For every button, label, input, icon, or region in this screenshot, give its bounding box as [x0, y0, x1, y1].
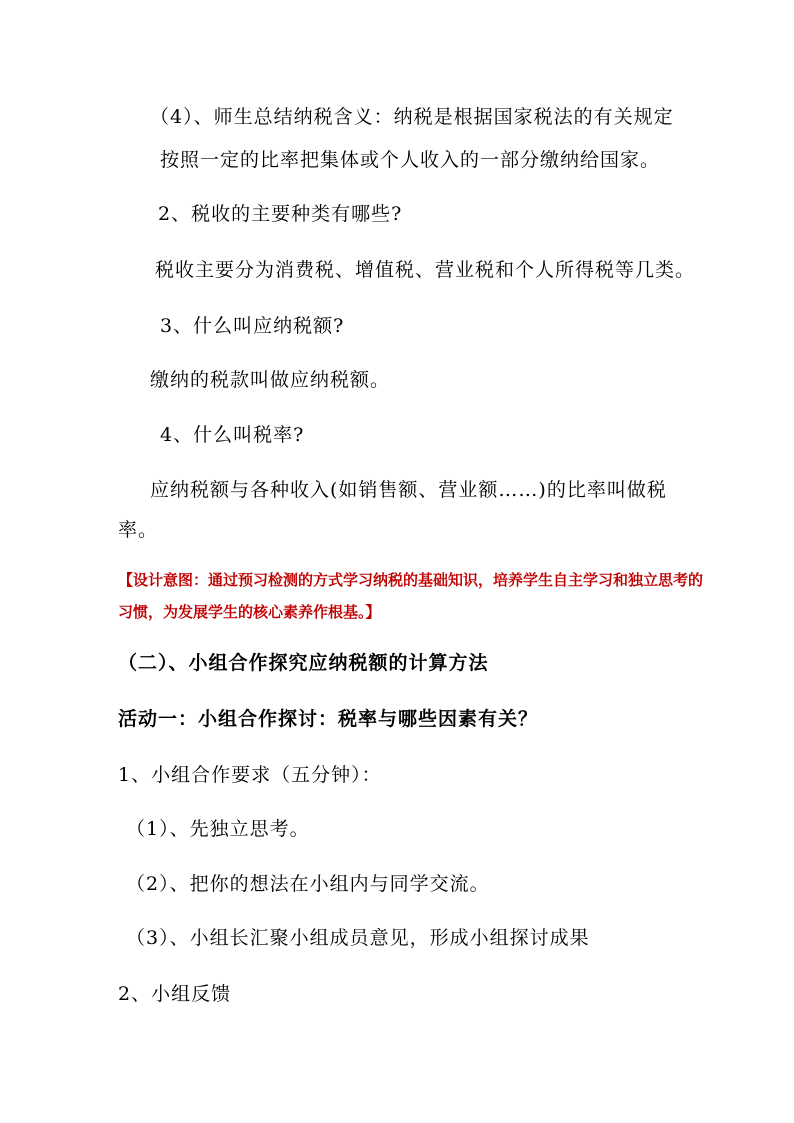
answer-tax-payable: 缴纳的税款叫做应纳税额。 — [150, 369, 391, 391]
requirement-item: （1）、先独立思考。 — [126, 818, 310, 840]
answer-tax-rate-cont: 率。 — [118, 519, 159, 541]
requirements-title: 1、小组合作要求（五分钟）： — [118, 764, 382, 786]
activity-title: 活动一：小组合作探讨：税率与哪些因素有关？ — [118, 708, 539, 730]
answer-tax-rate: 应纳税额与各种收入(如销售额、营业额……)的比率叫做税 — [150, 479, 667, 501]
question-tax-payable: 3、什么叫应纳税额? — [160, 315, 345, 337]
feedback-title: 2、小组反馈 — [118, 983, 232, 1005]
design-note-line1: 【设计意图：通过预习检测的方式学习纳税的基础知识，培养学生自主学习和独立思考的 — [118, 571, 704, 589]
section-title: （二）、小组合作探究应纳税额的计算方法 — [118, 652, 489, 674]
question-tax-rate: 4、什么叫税率? — [160, 424, 305, 446]
question-tax-types: 2、税收的主要种类有哪些? — [158, 203, 403, 225]
design-note-line2: 习惯，为发展学生的核心素养作根基。】 — [118, 603, 381, 621]
paragraph-tax-definition: （4）、师生总结纳税含义：纳税是根据国家税法的有关规定 — [150, 106, 674, 128]
paragraph-tax-definition-cont: 按照一定的比率把集体或个人收入的一部分缴纳给国家。 — [160, 149, 661, 171]
requirement-item: （2）、把你的想法在小组内与同学交流。 — [126, 873, 490, 895]
requirement-item: （3）、小组长汇聚小组成员意见，形成小组探讨成果 — [126, 927, 590, 949]
answer-tax-types: 税收主要分为消费税、增值税、营业税和个人所得税等几类。 — [155, 259, 696, 281]
